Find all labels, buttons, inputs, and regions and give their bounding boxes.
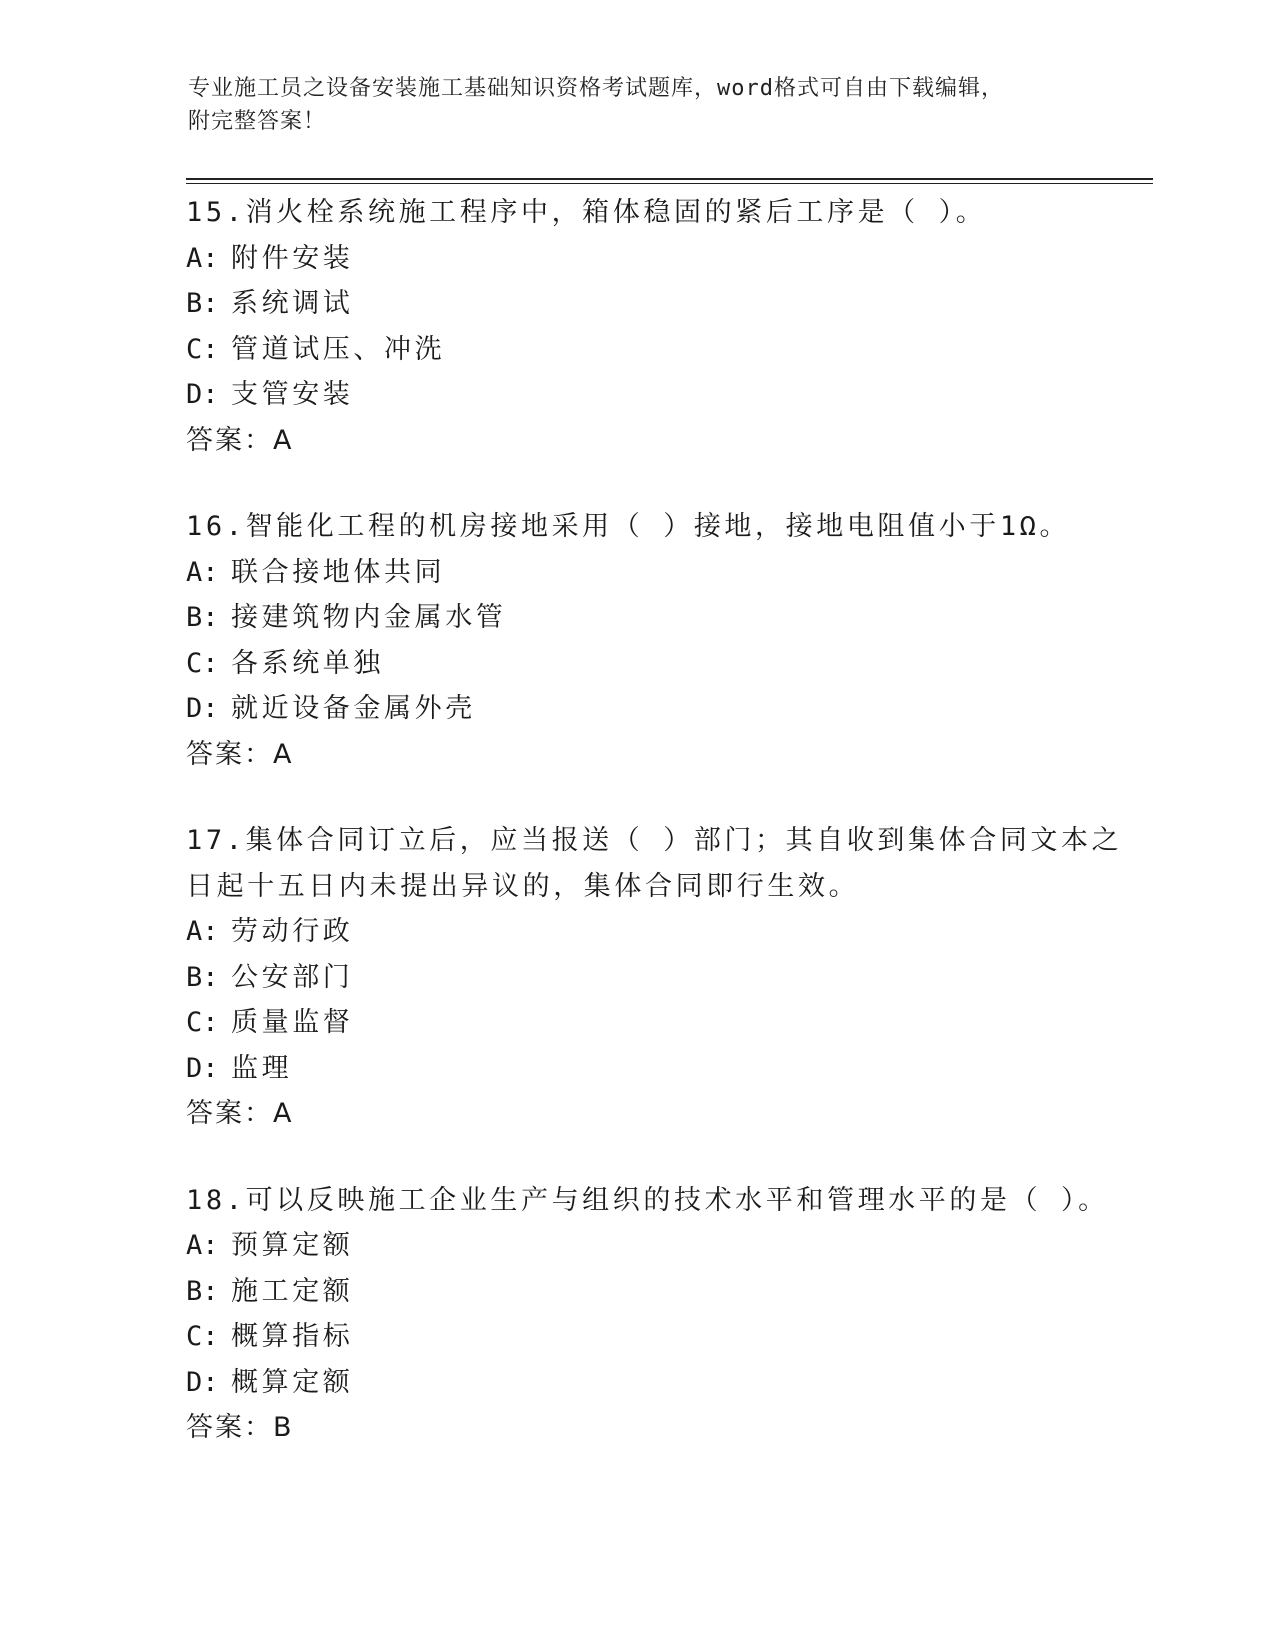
option-label: B: [186,602,219,633]
option-text: 监理 [231,1052,293,1084]
option-b [186,595,1126,641]
option-label: B: [186,961,219,993]
option-c [186,1000,1126,1046]
option-d [186,372,1126,418]
option-c [186,641,1126,687]
option-label: B: [186,1275,219,1307]
option-label: A: [186,242,219,274]
question-16 [186,504,1126,777]
header-divider-thin [186,183,1153,184]
option-c [186,327,1126,373]
answer-line [186,418,1126,464]
answer-value: A [273,424,293,456]
question-15 [186,190,1126,463]
answer-prefix: 答案： [186,424,273,456]
option-label: A: [186,916,219,947]
question-stem: 18.可以反映施工企业生产与组织的技术水平和管理水平的是（ ）。 [186,1184,1109,1216]
option-b [186,1269,1126,1315]
option-a [186,550,1126,596]
option-text: 联合接地体共同 [231,556,446,588]
option-text: 各系统单独 [231,647,384,679]
option-a [186,1223,1126,1269]
option-label: C: [186,1321,219,1352]
answer-prefix: 答案： [186,1098,273,1129]
header-line-1: 专业施工员之设备安装施工基础知识资格考试题库，word格式可自由下载编辑， [188,76,1004,101]
option-text: 附件安装 [231,242,354,274]
answer-value: A [273,1098,293,1129]
question-list [186,190,1126,1492]
option-label: C: [186,647,219,679]
question-stem: 17.集体合同订立后，应当报送（ ）部门；其自收到集体合同文本之 [186,825,1123,856]
option-d [186,1360,1126,1406]
option-text: 劳动行政 [231,916,354,947]
answer-prefix: 答案： [186,738,273,770]
option-label: D: [186,379,219,410]
header-divider-thick [186,178,1153,180]
question-18 [186,1178,1126,1451]
option-text: 系统调试 [231,288,354,319]
answer-value: B [273,1412,293,1443]
option-text: 就近设备金属外壳 [231,693,476,724]
answer-line [186,732,1126,778]
option-text: 质量监督 [231,1007,354,1038]
question-stem: 15.消火栓系统施工程序中，箱体稳固的紧后工序是（ ）。 [186,197,987,228]
answer-line [186,1091,1126,1137]
answer-prefix: 答案： [186,1412,273,1443]
option-text: 预算定额 [231,1230,354,1261]
option-label: C: [186,333,219,365]
option-text: 管道试压、冲洗 [231,333,446,365]
option-label: A: [186,1230,219,1261]
header-line-2: 附完整答案！ [188,109,327,134]
option-b [186,281,1126,327]
question-stem-continued: 日起十五日内未提出异议的，集体合同即行生效。 [186,870,860,902]
option-text: 施工定额 [231,1275,354,1307]
option-label: D: [186,693,219,724]
question-17 [186,818,1126,1137]
question-stem: 16.智能化工程的机房接地采用（ ）接地，接地电阻值小于1Ω。 [186,511,1071,542]
option-a [186,236,1126,282]
option-label: D: [186,1052,219,1084]
option-c [186,1314,1126,1360]
option-a [186,909,1126,955]
option-label: B: [186,288,219,319]
option-text: 概算指标 [231,1321,354,1352]
answer-line [186,1405,1126,1451]
option-label: A: [186,556,219,588]
option-d [186,686,1126,732]
option-d [186,1046,1126,1092]
option-text: 接建筑物内金属水管 [231,602,507,633]
option-text: 支管安装 [231,379,354,410]
option-b [186,955,1126,1001]
option-text: 概算定额 [231,1366,354,1398]
option-label: D: [186,1366,219,1398]
option-text: 公安部门 [231,961,354,993]
document-header [188,72,1088,138]
option-label: C: [186,1007,219,1038]
answer-value: A [273,738,293,770]
